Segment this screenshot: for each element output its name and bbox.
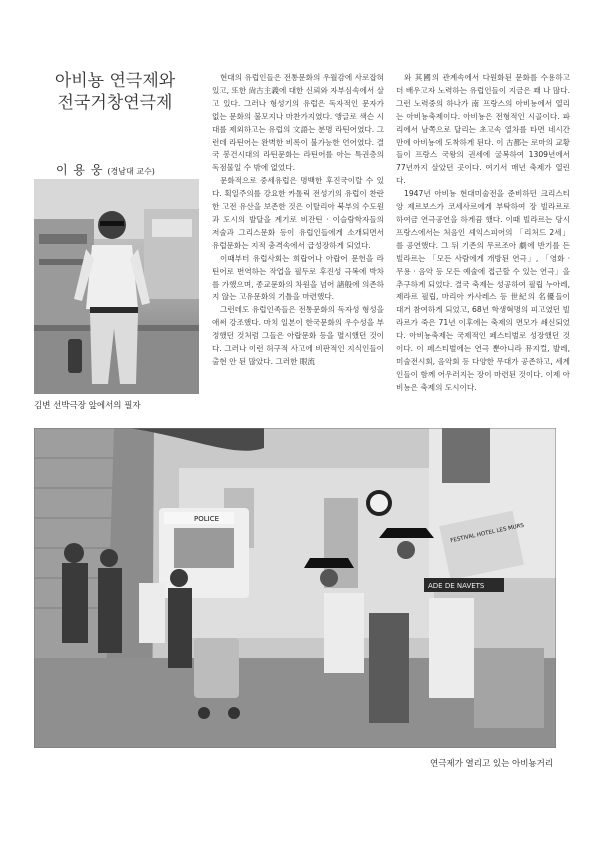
- paragraph: 현대의 유럽인들은 전통문화의 우월감에 사로잡혀 있고, 또한 尙古主義에 대한 신뢰와 자부심속에서 살고 있다. 그러나 형성기의 유럽은 독자적인 문자가 없는 문화의 불모지나 마찬가지였다. 앵글로 색슨 시대를 제외하고는 유럽의 文語는 분명 라틴어였다. 그런데 라틴어는 완벽한 비록이 불가능한 언어였다. 결국 봉건시대의 라틴문화는 라틴어를 아는 특권층의 독점물일 수 밖에 없었다.: [212, 73, 384, 173]
- street-photo-caption: 연극제가 열리고 있는 아비뇽거리: [430, 759, 554, 769]
- body-column-1: [212, 72, 384, 369]
- paragraph: 문화적으로 중세유럽은 명백한 후진국이랄 수 있다. 획일주의를 강요한 카톨릭 전성기의 유럽이 찬란한 고전 유산을 보존한 것은 이탈리아 북부의 수도원과 도시의 발달을 계기로 비잔틴 · 이슬람학자들의 저술과 그리스문화 등이 유럽인들에게 소개되면서 유럽문화는 지적 충격속에서 급성장하게 되었다.: [212, 176, 384, 250]
- author-photo-image: [34, 179, 199, 394]
- paragraph: 와 其國의 관계속에서 다원화된 문화를 수용하고 더 배우고자 노력하는 유럽인들이 지금은 꽤 나 많다. 그런 노력중의 하나가 南 프랑스의 아비뇽에서 열리는 아비뇽축제이다. 아비뇽은 전형적인 시골이다. 파리에서 남쪽으로 달리는 초고속 열차를 타면 네시간만에 아비뇽에 도착하게 된다. 이 古都는 로마의 교황들이 프랑스 국왕의 권세에 굴복하여 1309년에서 77년까지 살았던 곳이다. 여기서 매년 축제가 열린다.: [396, 73, 570, 186]
- poster-banner-text: ADE DE NAVETS: [428, 582, 485, 590]
- author-affiliation: (경남대 교수): [107, 167, 155, 176]
- title-line-1: 아비뇽 연극제와: [54, 71, 176, 91]
- title-line-2: 전국거창연극제: [57, 93, 173, 113]
- author-photo: [34, 179, 199, 394]
- body-column-2: [396, 72, 570, 395]
- street-photo: [34, 428, 556, 748]
- festival-poster-text: FESTIVAL HOTEL LES MURS: [449, 522, 525, 545]
- paragraph: 1947년 아비뇽 현대미술전을 준비하던 크리스티앙 제르보스가 코세사르에게 부탁하여 장 빌라르로 하여금 연극공연을 하게끔 했다. 이때 빌라르는 당시 프랑스에서는 처음인 셰익스피어의 「리처드 2세」를 공연했다. 그 뒤 기존의 무르조아 劇에 반기를 든 빌라르는 「모든 사람에게 개방된 연극」, 「영화 · 무용 · 음악 등 모든 예술에 접근할 수 있는 연극」을 추구하게 되었다. 결국 축제는 성공하여 필립 누아레, 제라르 필립, 마리아 카사레스 등 世紀의 名優들이 대거 참여하게 되었고, 68년 학생혁명의 피고였던 빌라르가 죽은 71년 이후에는 축제의 면모가 쇄신되었다. 아비뇽축제는 국제적인 페스티벌로 성장했던 것이다. 이 페스티벌에는 연극 뿐아니라 뮤지컬, 발레, 미술전시회, 음악회 등 다양한 무대가 공존하고, 세계인들이 함께 어우러지는 장이 마련된 것이다. 이제 아비뇽은 축제의 도시이다.: [396, 189, 570, 392]
- police-sign-text: POLICE: [194, 515, 220, 523]
- article-title: [40, 70, 190, 114]
- author-byline: [56, 161, 196, 178]
- author-name: 이 용 웅: [56, 163, 104, 177]
- paragraph: 이때부터 유럽사회는 희랍어나 아랍어 문헌을 라틴어로 번역하는 작업을 필두로 후진성 극복에 박차를 가했으며, 종교문화의 차원을 넘어 諸般에 의존하지 않는 고유문화의 기틀을 마련했다.: [212, 253, 384, 302]
- street-photo-image: [34, 428, 556, 748]
- paragraph: 그런데도 유럽인족들은 전통문화의 독자성 형성을 애써 강조했다. 마치 일본이 한국문화의 우수성을 부정했던 것처럼 그들은 아랍문화 등을 멸시했던 것이다. 그러나 이런 허구적 사고에 비판적인 지식인들이 출현 안 된 많았다. 그러한 眼流: [212, 305, 384, 366]
- author-photo-caption: 김변 선박극장 앞에서의 필자: [34, 401, 141, 411]
